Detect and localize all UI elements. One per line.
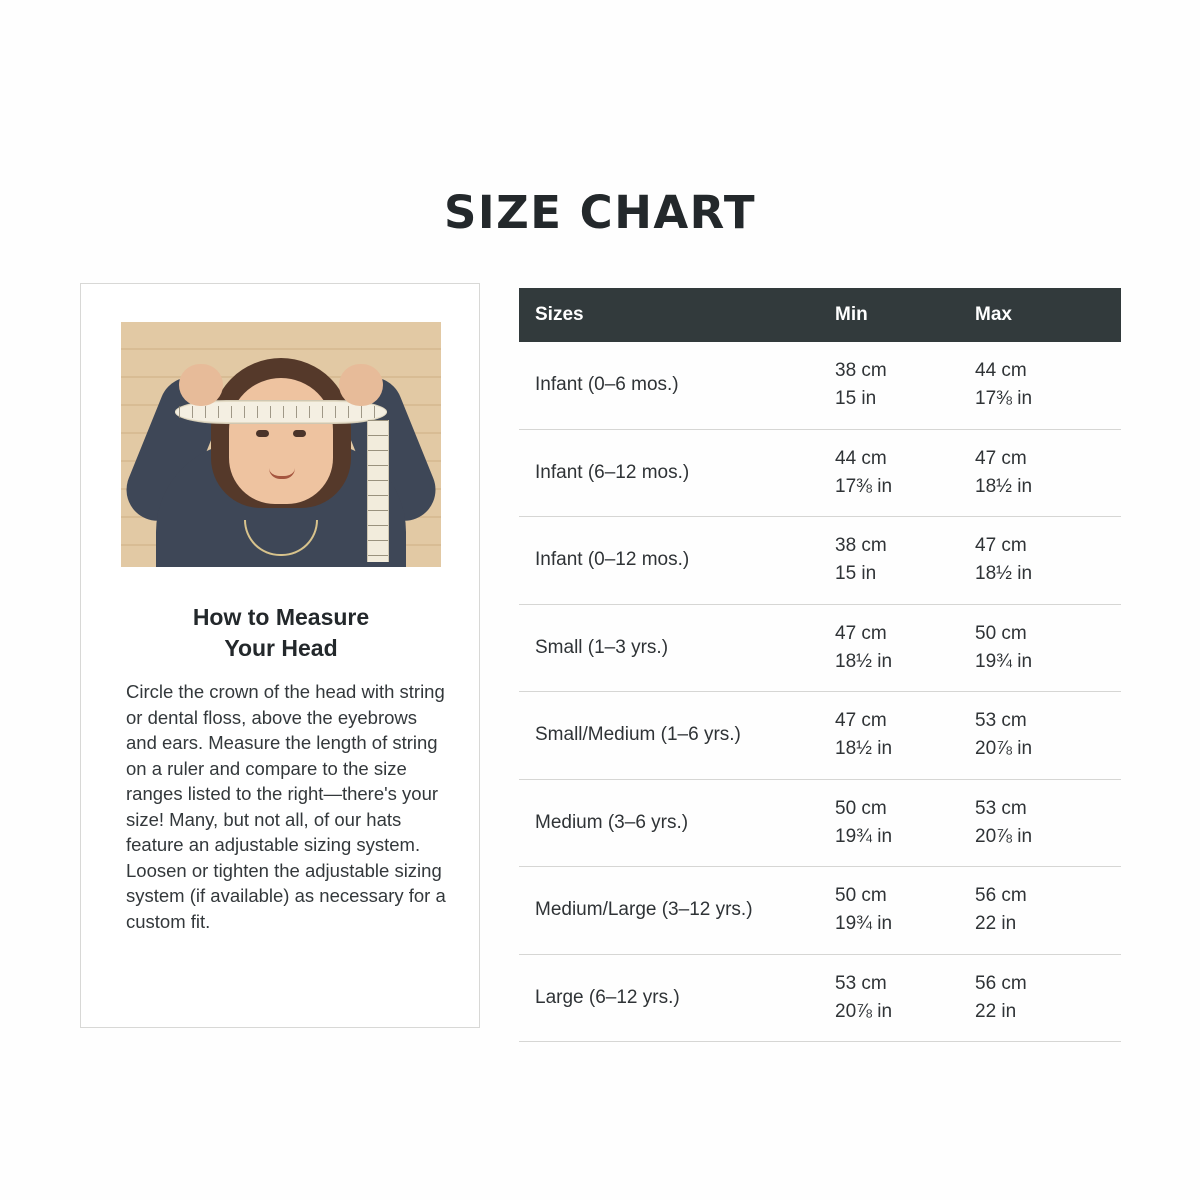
cell-max-in: 20⅞ in xyxy=(975,825,1033,847)
cell-max-in: 18½ in xyxy=(975,475,1033,497)
cell-min xyxy=(835,882,975,938)
cell-max-cm: 47 cm xyxy=(975,447,1027,469)
cell-min-in: 18½ in xyxy=(835,738,893,760)
card-heading-line2: Your Head xyxy=(224,635,338,661)
cell-size: Medium (3–6 yrs.) xyxy=(535,811,689,833)
table-row xyxy=(519,342,1121,430)
cell-max xyxy=(975,707,1121,763)
cell-size: Large (6–12 yrs.) xyxy=(535,986,680,1008)
cell-min-cm: 47 cm xyxy=(835,710,887,732)
cell-min xyxy=(835,445,975,501)
cell-max-in: 22 in xyxy=(975,913,1017,935)
cell-min-cm: 44 cm xyxy=(835,447,887,469)
cell-size: Infant (6–12 mos.) xyxy=(535,461,690,483)
cell-max xyxy=(975,970,1121,1026)
cell-min-cm: 38 cm xyxy=(835,360,887,382)
size-table xyxy=(519,288,1121,1042)
cell-max xyxy=(975,795,1121,851)
cell-max xyxy=(975,532,1121,588)
table-row xyxy=(519,430,1121,518)
cell-min-in: 18½ in xyxy=(835,650,893,672)
cell-min-cm: 47 cm xyxy=(835,622,887,644)
cell-min xyxy=(835,795,975,851)
cell-min-in: 19¾ in xyxy=(835,913,893,935)
cell-max-cm: 53 cm xyxy=(975,710,1027,732)
woman-measuring-head-photo xyxy=(121,322,441,567)
cell-max-cm: 44 cm xyxy=(975,360,1027,382)
cell-max xyxy=(975,357,1121,413)
cell-max-cm: 53 cm xyxy=(975,797,1027,819)
cell-min-in: 19¾ in xyxy=(835,825,893,847)
how-to-measure-card xyxy=(80,283,480,1028)
cell-max-in: 17⅜ in xyxy=(975,388,1033,410)
cell-size: Infant (0–6 mos.) xyxy=(535,374,679,396)
card-heading-line1: How to Measure xyxy=(192,604,370,630)
column-header-max: Max xyxy=(975,304,1012,325)
cell-min-in: 17⅜ in xyxy=(835,475,893,497)
cell-size: Infant (0–12 mos.) xyxy=(535,549,690,571)
cell-max-in: 22 in xyxy=(975,1000,1017,1022)
cell-max xyxy=(975,620,1121,676)
cell-min xyxy=(835,532,975,588)
cell-max xyxy=(975,882,1121,938)
card-body-text: Circle the crown of the head with string or dental floss, above the eyebrows and ears. Measure the length of string on a ruler and compare to the size ranges listed to the right—there's your size! Many, but not all, of our hats feature an adjustable sizing system. Loosen or tighten the adjustable sizing system (if available) as necessary for a custom fit. xyxy=(126,681,446,932)
cell-max-in: 20⅞ in xyxy=(975,738,1033,760)
cell-min xyxy=(835,970,975,1026)
table-row xyxy=(519,867,1121,955)
column-header-min: Min xyxy=(835,304,868,325)
table-row xyxy=(519,605,1121,693)
cell-max-cm: 50 cm xyxy=(975,622,1027,644)
table-row xyxy=(519,692,1121,780)
page-title: SIZE CHART xyxy=(443,186,757,239)
cell-min-in: 15 in xyxy=(835,388,877,410)
table-row xyxy=(519,517,1121,605)
table-row xyxy=(519,780,1121,868)
cell-min-in: 20⅞ in xyxy=(835,1000,893,1022)
table-row xyxy=(519,955,1121,1043)
table-header-row xyxy=(519,288,1121,342)
cell-size: Medium/Large (3–12 yrs.) xyxy=(535,899,753,921)
column-header-sizes: Sizes xyxy=(535,304,584,325)
cell-max-cm: 56 cm xyxy=(975,972,1027,994)
cell-max-cm: 47 cm xyxy=(975,535,1027,557)
cell-min-cm: 38 cm xyxy=(835,535,887,557)
cell-min-cm: 53 cm xyxy=(835,972,887,994)
cell-min-cm: 50 cm xyxy=(835,797,887,819)
cell-min-in: 15 in xyxy=(835,563,877,585)
cell-size: Small (1–3 yrs.) xyxy=(535,636,669,658)
cell-max-in: 18½ in xyxy=(975,563,1033,585)
cell-max xyxy=(975,445,1121,501)
cell-min xyxy=(835,707,975,763)
cell-max-cm: 56 cm xyxy=(975,885,1027,907)
cell-size: Small/Medium (1–6 yrs.) xyxy=(535,724,741,746)
cell-min-cm: 50 cm xyxy=(835,885,887,907)
card-heading xyxy=(105,602,457,664)
cell-min xyxy=(835,357,975,413)
cell-min xyxy=(835,620,975,676)
cell-max-in: 19¾ in xyxy=(975,650,1033,672)
